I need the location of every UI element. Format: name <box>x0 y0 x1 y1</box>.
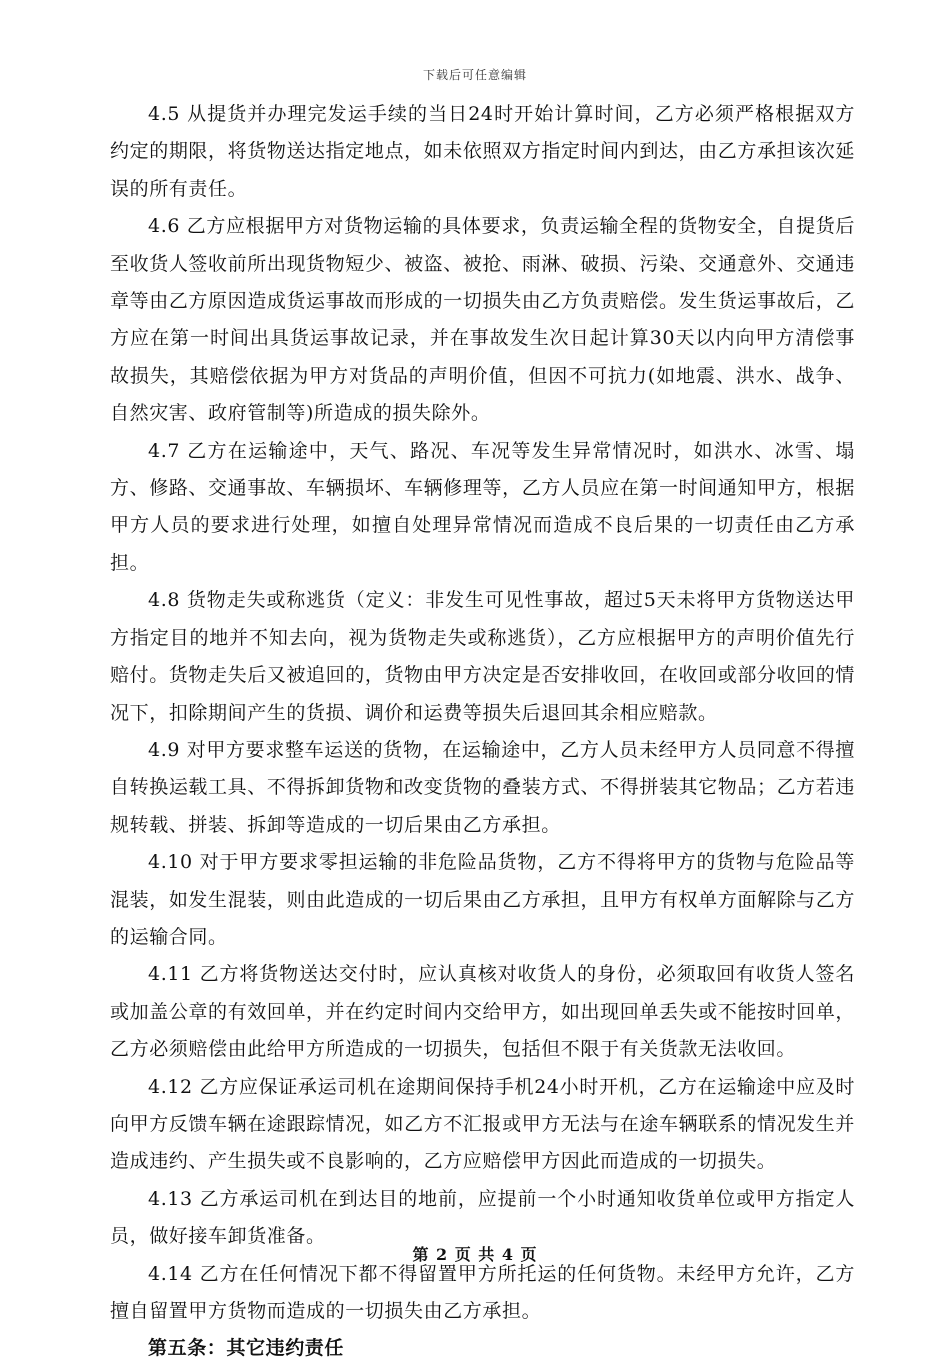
clause-4-12: 4.12 乙方应保证承运司机在途期间保持手机24小时开机，乙方在运输途中应及时向甲方反馈车辆在途跟踪情况，如乙方不汇报或甲方无法与在途车辆联系的情况发生并造成违约、产生损失或不良影响的，乙方应赔偿甲方因此而造成的一切损失。 <box>110 1075 855 1173</box>
clause-4-7: 4.7 乙方在运输途中，天气、路况、车况等发生异常情况时，如洪水、冰雪、塌方、修路、交通事故、车辆损坏、车辆修理等，乙方人员应在第一时间通知甲方，根据甲方人员的要求进行处理，如擅自处理异常情况而造成不良后果的一切责任由乙方承担。 <box>110 439 855 574</box>
clause-4-14: 4.14 乙方在任何情况下都不得留置甲方所托运的任何货物。未经甲方允许，乙方擅自留置甲方货物而造成的一切损失由乙方承担。 <box>110 1262 855 1322</box>
clause-4-5: 4.5 从提货并办理完发运手续的当日24时开始计算时间，乙方必须严格根据双方约定的期限，将货物送达指定地点，如未依照双方指定时间内到达，由乙方承担该次延误的所有责任。 <box>110 103 855 200</box>
document-body <box>110 96 855 1368</box>
clause-4-9: 4.9 对甲方要求整车运送的货物，在运输途中，乙方人员未经甲方人员同意不得擅自转换运载工具、不得拆卸货物和改变货物的叠装方式、不得拼装其它物品；乙方若违规转载、拼装、拆卸等造成的一切后果由乙方承担。 <box>110 738 855 836</box>
clause-4-10: 4.10 对于甲方要求零担运输的非危险品货物，乙方不得将甲方的货物与危险品等混装，如发生混装，则由此造成的一切后果由乙方承担，且甲方有权单方面解除与乙方的运输合同。 <box>110 851 855 948</box>
section-heading: 第五条：其它违约责任 <box>148 1337 345 1360</box>
page-number-footer: 第 2 页 共 4 页 <box>412 1245 538 1264</box>
header-note: 下载后可任意编辑 <box>422 68 527 82</box>
clause-4-13: 4.13 乙方承运司机在到达目的地前，应提前一个小时通知收货单位或甲方指定人员，做好接车卸货准备。 <box>110 1187 855 1248</box>
clause-4-8: 4.8 货物走失或称逃货（定义：非发生可见性事故，超过5天未将甲方货物送达甲方指定目的地并不知去向，视为货物走失或称逃货），乙方应根据甲方的声明价值先行赔付。货物走失后又被追回的，货物由甲方决定是否安排收回，在收回或部分收回的情况下，扣除期间产生的货损、调价和运费等损失后退回其余相应赔款。 <box>110 589 855 724</box>
clause-4-6: 4.6 乙方应根据甲方对货物运输的具体要求，负责运输全程的货物安全，自提货后至收货人签收前所出现货物短少、被盗、被抢、雨淋、破损、污染、交通意外、交通违章等由乙方原因造成货运事故而形成的一切损失由乙方负责赔偿。发生货运事故后，乙方应在第一时间出具货运事故记录，并在事故发生次日起计算30天以内向甲方清偿事故损失，其赔偿依据为甲方对货品的声明价值，但因不可抗力(如地震、洪水、战争、自然灾害、政府管制等)所造成的损失除外。 <box>110 215 855 425</box>
clause-4-11: 4.11 乙方将货物送达交付时，应认真核对收货人的身份，必须取回有收货人签名或加盖公章的有效回单，并在约定时间内交给甲方，如出现回单丢失或不能按时回单，乙方必须赔偿由此给甲方所造成的一切损失，包括但不限于有关货款无法收回。 <box>110 963 855 1061</box>
